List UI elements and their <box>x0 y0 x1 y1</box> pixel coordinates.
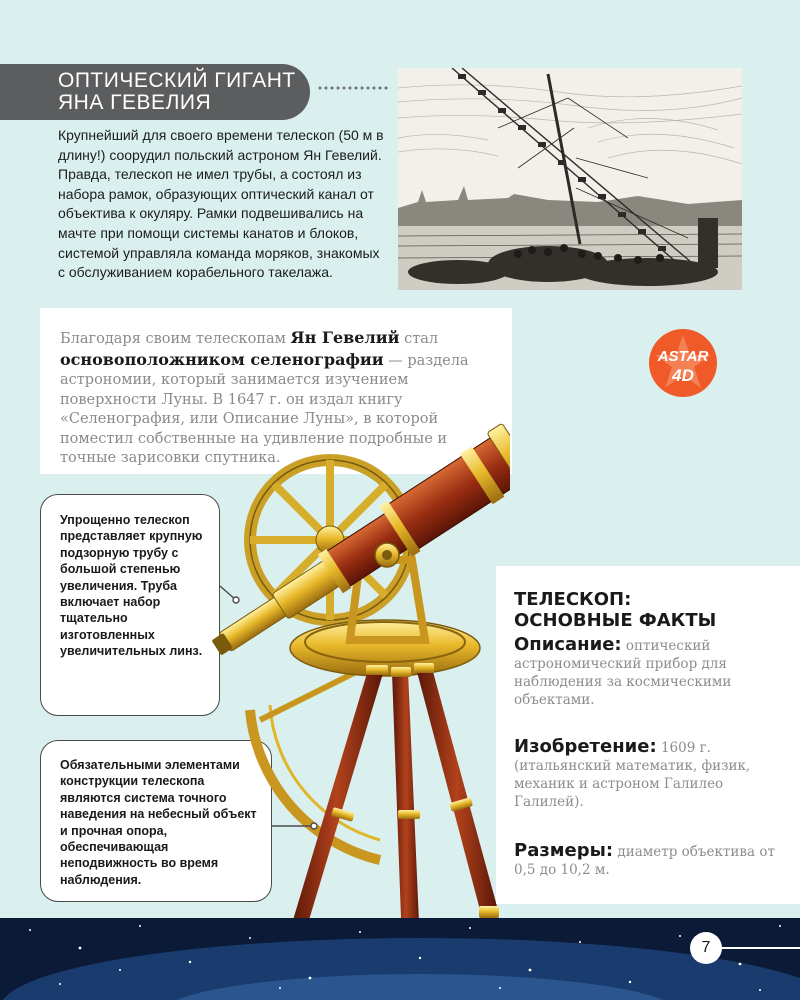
quote-part-3: — раздела астрономии, который занимается изучением поверхности Луны. В 1647 г. он издал книгу «Селенография, или Описание Луны», в которой поместил собственные на удивление подробные и точные зарисовки спутника. <box>60 352 469 466</box>
callout-tube-text: Упрощенно телескоп представляет крупную подзорную трубу с большой степенью увеличения. Труба включает набор тщательно изготовленных увеличительных линз. <box>60 513 203 659</box>
astar-4d-badge[interactable] <box>646 326 720 400</box>
intro-paragraph: Крупнейший для своего времени телескоп (50 м в длину!) соорудил польский астроном Ян Гевелий. Правда, телескоп не имел трубы, а состоял из набора рамок, образующих оптический канал от объектива к окуляру. Рамки подвешивались на мачте при помощи системы канатов и блоков, системой управляла команда моряков, знакомых с обслуживанием корабельного такелажа. <box>58 127 384 281</box>
page-number-line <box>722 947 800 949</box>
section-title-line-2: ЯНА ГЕВЕЛИЯ <box>58 91 212 114</box>
telescope-illustration <box>180 390 510 960</box>
fact-description-text: оптический астрономический прибор для наблюдения за космическими объектами. <box>514 638 732 708</box>
quote-part-1: Благодаря своим телескопам <box>60 331 291 347</box>
quote-part-2: стал <box>399 331 439 347</box>
section-title <box>58 70 308 114</box>
fact-description <box>514 636 784 709</box>
fact-description-label: Описание: <box>514 634 622 655</box>
quote-name-hevelius: Ян Гевелий <box>290 328 400 347</box>
page-number: 7 <box>690 932 722 964</box>
callout-mount-text: Обязательными элементами конструкции телескопа являются система точного наведения на небесный объект и прочная опора, обеспечивающая неподвижность во время наблюдения. <box>60 758 257 887</box>
fact-invention-label: Изобретение: <box>514 736 657 757</box>
badge-line-2: 4D <box>672 366 694 385</box>
fact-size-label: Размеры: <box>514 840 614 861</box>
facts-title <box>514 589 774 631</box>
quote-selenography-founder: основоположником селенографии <box>60 349 384 369</box>
dotted-divider <box>318 86 390 90</box>
hevelius-telescope-engraving <box>398 68 742 290</box>
fact-invention <box>514 738 784 811</box>
fact-invention-text: 1609 г. (итальянский математик, физик, механик и астроном Галилео Галилей). <box>514 740 751 810</box>
starfield-footer <box>0 918 800 1000</box>
facts-title-line-1: ТЕЛЕСКОП: <box>514 589 632 610</box>
fact-size-text: диаметр объектива от 0,5 до 10,2 м. <box>514 844 775 878</box>
facts-title-line-2: ОСНОВНЫЕ ФАКТЫ <box>514 610 717 631</box>
fact-size <box>514 842 784 879</box>
badge-line-1: ASTAR <box>657 348 709 365</box>
section-title-line-1: ОПТИЧЕСКИЙ ГИГАНТ <box>58 69 296 92</box>
